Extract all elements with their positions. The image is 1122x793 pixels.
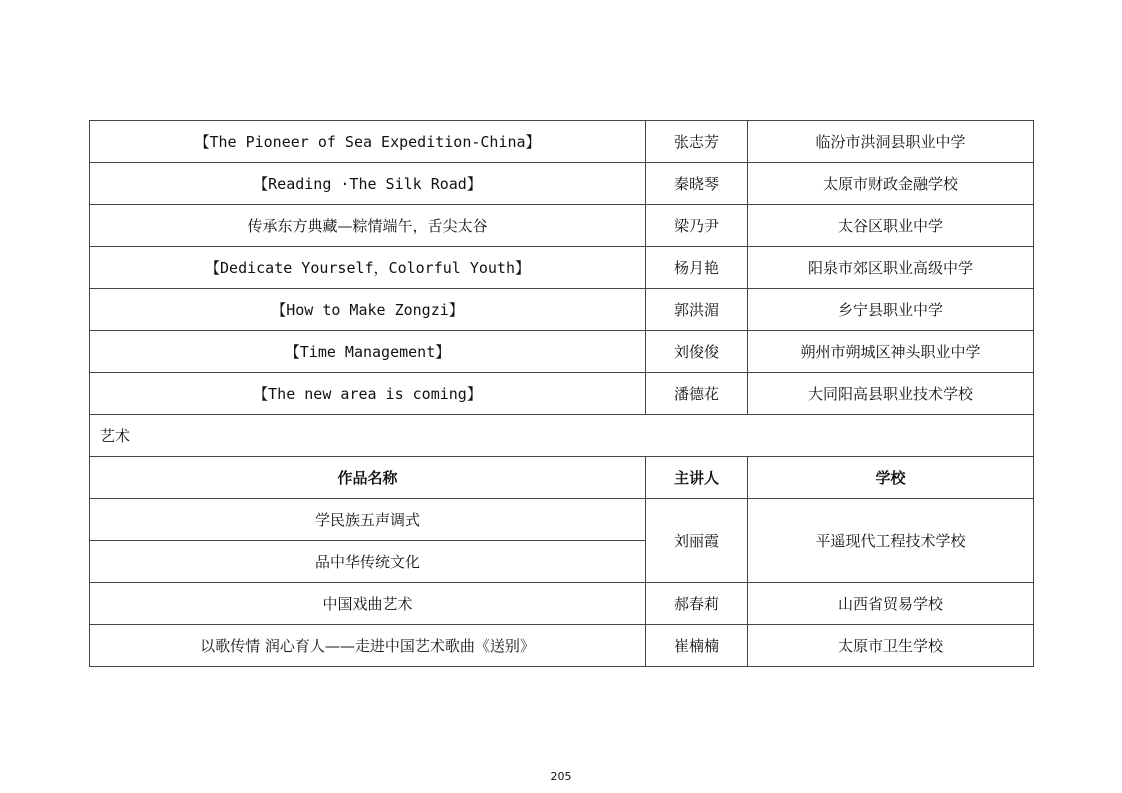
speaker-cell: 张志芳 <box>646 121 748 163</box>
header-title: 作品名称 <box>90 457 646 499</box>
school-cell: 山西省贸易学校 <box>748 583 1034 625</box>
table-row <box>90 121 1034 163</box>
title-cell: 【Time Management】 <box>90 331 646 373</box>
school-cell: 阳泉市郊区职业高级中学 <box>748 247 1034 289</box>
school-cell: 朔州市朔城区神头职业中学 <box>748 331 1034 373</box>
table-row <box>90 583 1034 625</box>
school-cell: 太原市财政金融学校 <box>748 163 1034 205</box>
speaker-cell: 崔楠楠 <box>646 625 748 667</box>
title-cell: 【The new area is coming】 <box>90 373 646 415</box>
section-title: 艺术 <box>90 415 1034 457</box>
table-row <box>90 625 1034 667</box>
table-row <box>90 499 1034 541</box>
header-school: 学校 <box>748 457 1034 499</box>
table-row <box>90 331 1034 373</box>
title-cell: 【How to Make Zongzi】 <box>90 289 646 331</box>
table-row <box>90 373 1034 415</box>
school-cell: 太原市卫生学校 <box>748 625 1034 667</box>
speaker-cell: 梁乃尹 <box>646 205 748 247</box>
section-row <box>90 415 1034 457</box>
table-row <box>90 247 1034 289</box>
title-cell: 传承东方典藏—粽情端午，舌尖太谷 <box>90 205 646 247</box>
speaker-cell: 郝春莉 <box>646 583 748 625</box>
title-cell: 品中华传统文化 <box>90 541 646 583</box>
school-cell: 大同阳高县职业技术学校 <box>748 373 1034 415</box>
speaker-cell: 杨月艳 <box>646 247 748 289</box>
title-cell: 【Dedicate Yourself，Colorful Youth】 <box>90 247 646 289</box>
title-cell: 以歌传情 润心育人——走进中国艺术歌曲《送别》 <box>90 625 646 667</box>
page-number: 205 <box>550 770 572 783</box>
title-cell: 中国戏曲艺术 <box>90 583 646 625</box>
title-cell: 【Reading ·The Silk Road】 <box>90 163 646 205</box>
school-cell: 乡宁县职业中学 <box>748 289 1034 331</box>
table-row <box>90 163 1034 205</box>
speaker-cell: 潘德花 <box>646 373 748 415</box>
title-cell: 学民族五声调式 <box>90 499 646 541</box>
school-cell: 太谷区职业中学 <box>748 205 1034 247</box>
school-cell: 临汾市洪洞县职业中学 <box>748 121 1034 163</box>
table-row <box>90 289 1034 331</box>
speaker-cell: 刘俊俊 <box>646 331 748 373</box>
course-table <box>89 120 1034 667</box>
title-cell: 【The Pioneer of Sea Expedition-China】 <box>90 121 646 163</box>
speaker-cell: 郭洪湄 <box>646 289 748 331</box>
speaker-cell: 秦晓琴 <box>646 163 748 205</box>
header-speaker: 主讲人 <box>646 457 748 499</box>
table-row <box>90 205 1034 247</box>
header-row <box>90 457 1034 499</box>
school-cell: 平遥现代工程技术学校 <box>748 499 1034 583</box>
speaker-cell: 刘丽霞 <box>646 499 748 583</box>
